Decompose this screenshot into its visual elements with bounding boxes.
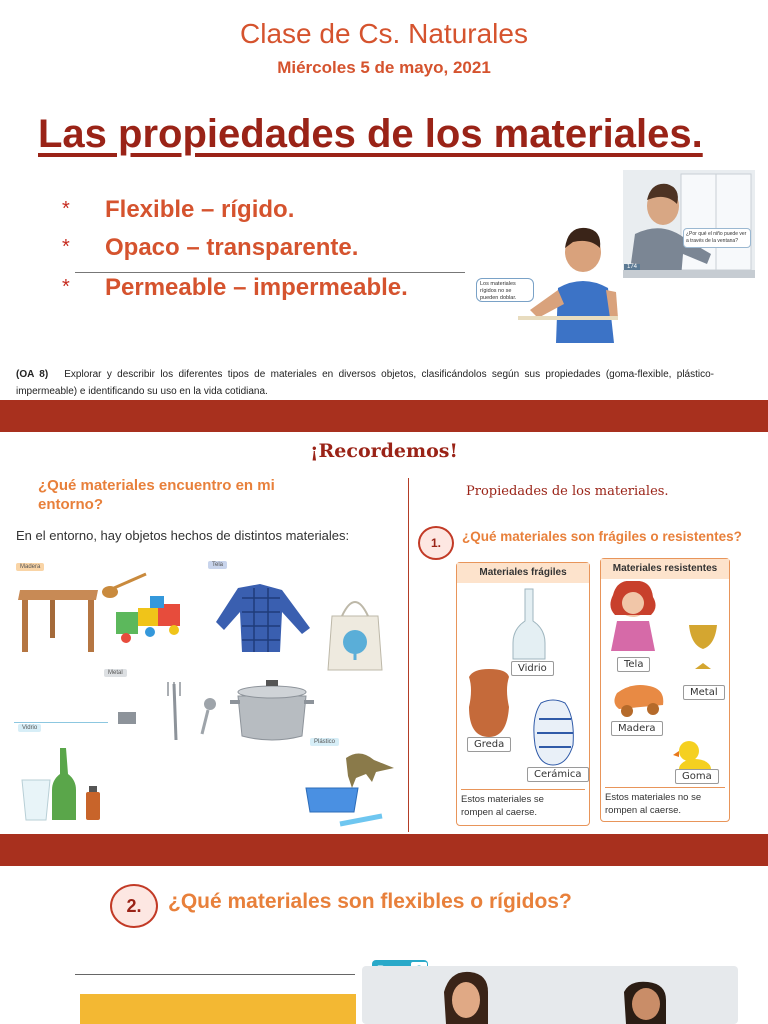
rigid-caption: Los materiales rígidos no se pueden doblar.: [476, 278, 534, 302]
panel-divider: [605, 787, 725, 788]
boy-at-window-image: [623, 170, 755, 278]
bullet-icon: *: [62, 198, 70, 220]
divider: [75, 974, 355, 975]
fragile-item-label: Greda: [467, 737, 511, 752]
material-objects-illustration: [10, 568, 402, 830]
material-tag-wood: Madera: [16, 563, 44, 571]
property-permeable: Permeable – impermeable.: [105, 274, 408, 301]
recordemos-heading: ¡Recordemos!: [310, 440, 458, 462]
material-tag-metal: Metal: [104, 669, 127, 677]
property-flexible: Flexible – rígido.: [105, 196, 295, 223]
divider-band: [0, 400, 768, 432]
bullet-icon: *: [62, 276, 70, 298]
q1-text: ¿Qué materiales son frágiles o resistentes?: [462, 529, 742, 544]
resistant-item-label: Madera: [611, 721, 663, 736]
q2-text: ¿Qué materiales son flexibles o rígidos?: [168, 890, 572, 913]
page-number: 174: [624, 264, 640, 270]
main-title: Las propiedades de los materiales.: [38, 112, 703, 156]
resistant-header: Materiales resistentes: [601, 559, 729, 579]
children-photo: [362, 966, 738, 1024]
objective-description: Explorar y describir los diferentes tipos de materiales en diversos objetos, clasificándolos según sus propiedades (goma-flexible, plástico-impermeable) e identificando su uso en la vida cotidiana.: [16, 369, 714, 397]
resistant-materials-panel: [600, 558, 730, 822]
fragile-footer: Estos materiales se rompen al caerse.: [461, 794, 544, 818]
fragile-header: Materiales frágiles: [457, 563, 589, 583]
bullet-icon: *: [62, 236, 70, 258]
resistant-item-label: Tela: [617, 657, 650, 672]
right-title: Propiedades de los materiales.: [466, 484, 669, 499]
material-tag-plastic: Plástico: [310, 738, 339, 746]
q1-number-badge: [418, 526, 454, 560]
left-question: ¿Qué materiales encuentro en mi entorno?: [38, 477, 275, 513]
property-opaque: Opaco – transparente.: [105, 234, 359, 261]
resistant-footer: Estos materiales no se rompen al caerse.: [605, 792, 702, 816]
objective-code: (OA 8): [16, 369, 49, 380]
resistant-items-illustration: [603, 581, 729, 781]
objective-text: [16, 366, 714, 400]
fragile-materials-panel: [456, 562, 590, 826]
panel-divider: [461, 789, 585, 790]
divider-band: [0, 834, 768, 866]
fragile-item-label: Cerámica: [527, 767, 589, 782]
left-intro-text: En el entorno, hay objetos hechos de distintos materiales:: [16, 528, 350, 543]
window-caption: ¿Por qué el niño puede ver a través de la ventana?: [683, 228, 751, 248]
material-tag-cloth: Tela: [208, 561, 227, 569]
resistant-item-label: Goma: [675, 769, 719, 784]
fragile-item-label: Vidrio: [511, 661, 554, 676]
fragile-items-illustration: [461, 585, 587, 785]
resistant-item-label: Metal: [683, 685, 725, 700]
q1-number: 1.: [430, 536, 441, 550]
date: Miércoles 5 de mayo, 2021: [277, 58, 491, 77]
vertical-divider: [408, 478, 409, 832]
divider: [75, 272, 465, 273]
class-title: Clase de Cs. Naturales: [240, 18, 528, 49]
material-tag-glass: Vidrio: [18, 724, 41, 732]
q2-number: 2.: [126, 896, 142, 916]
yellow-card-image: [80, 994, 356, 1024]
q2-number-badge: [110, 884, 158, 928]
